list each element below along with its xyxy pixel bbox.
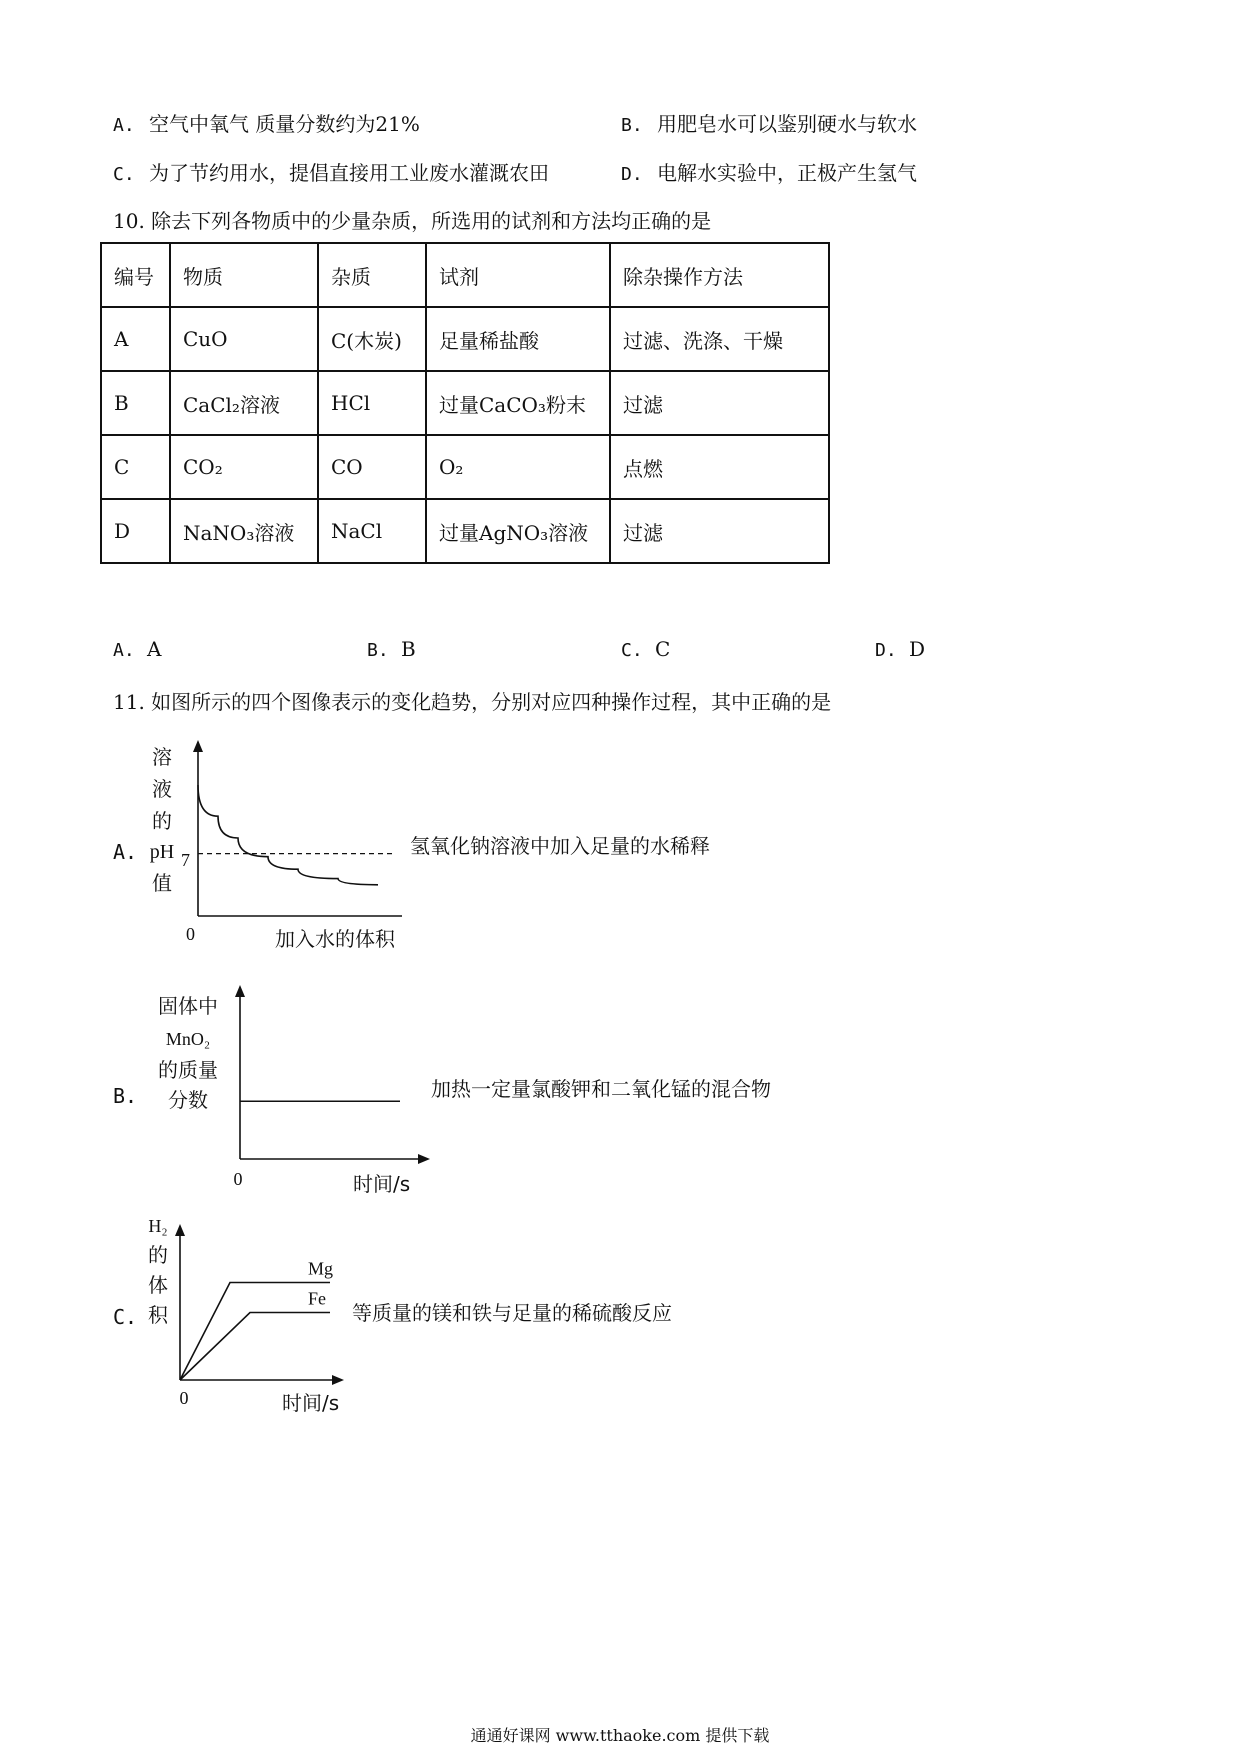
chart-c-y-arrow (175, 1224, 185, 1236)
chart-a-ylabel-line: 溶 (152, 745, 172, 769)
chart-c-ylabel-line: H₂ (148, 1216, 168, 1236)
chart-c-origin: 0 (179, 1388, 189, 1408)
chart-b-ylabel-line: MnO₂ (165, 1029, 211, 1049)
q10-table (100, 242, 830, 564)
chart-a-xlabel: 加入水的体积 (275, 927, 395, 951)
q11-option-c-label: C. (113, 1305, 138, 1329)
q9-option-c-letter: C. (113, 164, 135, 185)
q9-option-a (113, 108, 420, 137)
chart-c (140, 1212, 360, 1422)
chart-c-series-fe-line (180, 1313, 330, 1381)
chart-a-origin: 0 (186, 924, 195, 944)
table-cell: 过滤 (610, 371, 829, 435)
q10-option-b (367, 637, 416, 661)
chart-b-origin: 0 (233, 1169, 243, 1189)
table-cell: O₂ (426, 435, 610, 499)
chart-b-ylabel-line: 分数 (168, 1088, 208, 1112)
q9-option-b-text: 用肥皂水可以鉴别硬水与软水 (657, 112, 918, 136)
table-cell: D (101, 499, 170, 563)
table-row (101, 307, 829, 371)
q10-option-c (621, 637, 670, 661)
table-cell: C(木炭) (318, 307, 426, 371)
table-cell: CaCl₂溶液 (170, 371, 318, 435)
q10-option-b-letter: B. (367, 640, 389, 661)
chart-c-x-arrow (332, 1375, 344, 1385)
chart-c-series-label: Fe (308, 1288, 326, 1309)
table-cell: 过量CaCO₃粉末 (426, 371, 610, 435)
table-cell: NaNO₃溶液 (170, 499, 318, 563)
q10-option-b-text: B (401, 637, 416, 661)
q10-option-a (113, 637, 162, 661)
q10-option-a-text: A (147, 637, 162, 661)
q9-option-a-letter: A. (113, 115, 135, 136)
chart-c-ylabel-line: 体 (148, 1273, 168, 1297)
chart-a-ylabel-line: 值 (152, 871, 172, 895)
table-cell: C (101, 435, 170, 499)
q9-option-d (621, 157, 917, 186)
chart-a-ylabel-line: 液 (152, 777, 172, 801)
chart-a-ref-label: 7 (181, 850, 190, 870)
q9-option-d-letter: D. (621, 164, 643, 185)
q9-option-b (621, 108, 917, 137)
q9-option-d-text: 电解水实验中，正极产生氢气 (657, 161, 918, 185)
table-header-cell: 编号 (101, 243, 170, 307)
q10-stem: 10. 除去下列各物质中的少量杂质，所选用的试剂和方法均正确的是 (113, 209, 712, 233)
q10-option-d (875, 637, 925, 661)
q11-option-a-label: A. (113, 840, 138, 864)
table-header-cell: 物质 (170, 243, 318, 307)
chart-b-ylabel (158, 994, 218, 1112)
chart-c-series-label: Mg (308, 1258, 334, 1279)
q9-option-c-text: 为了节约用水，提倡直接用工业废水灌溉农田 (149, 161, 550, 185)
q11-stem: 11. 如图所示的四个图像表示的变化趋势，分别对应四种操作过程，其中正确的是 (113, 690, 832, 714)
q10-option-c-text: C (655, 637, 671, 661)
chart-a-y-arrow (193, 740, 203, 752)
table-cell: HCl (318, 371, 426, 435)
chart-c-xlabel: 时间/s (282, 1391, 340, 1415)
table-cell: 足量稀盐酸 (426, 307, 610, 371)
table-cell: 过量AgNO₃溶液 (426, 499, 610, 563)
q10-option-d-text: D (909, 637, 926, 661)
page-footer: 通通好课网 www.tthaoke.com 提供下载 (470, 1726, 770, 1745)
chart-a (140, 740, 420, 960)
table-header-cell: 杂质 (318, 243, 426, 307)
q10-option-c-letter: C. (621, 640, 643, 661)
q11-option-b-label: B. (113, 1084, 138, 1108)
chart-a-ylabel (150, 745, 174, 895)
chart-b-ylabel-line: 的质量 (158, 1058, 218, 1082)
q11-option-b-desc: 加热一定量氯酸钾和二氧化锰的混合物 (431, 1077, 771, 1101)
chart-a-ylabel-line: 的 (152, 809, 172, 833)
table-cell: B (101, 371, 170, 435)
table-cell: CO₂ (170, 435, 318, 499)
q9-option-c (113, 157, 549, 186)
table-row (101, 435, 829, 499)
chart-a-ylabel-line: pH (149, 841, 175, 863)
chart-c-ylabel (148, 1216, 169, 1327)
table-header-row (101, 243, 829, 307)
q10-option-d-letter: D. (875, 640, 897, 661)
q9-option-b-letter: B. (621, 115, 643, 136)
table-cell: NaCl (318, 499, 426, 563)
chart-b-xlabel: 时间/s (353, 1172, 411, 1196)
q9-option-a-text: 空气中氧气 质量分数约为21% (149, 112, 420, 136)
q11-option-a-desc: 氢氧化钠溶液中加入足量的水稀释 (410, 834, 710, 858)
table-header-cell: 试剂 (426, 243, 610, 307)
table-cell: 过滤 (610, 499, 829, 563)
chart-c-ylabel-line: 的 (148, 1243, 168, 1267)
table-cell: 过滤、洗涤、干燥 (610, 307, 829, 371)
chart-a-series-line (198, 785, 378, 885)
table-cell: A (101, 307, 170, 371)
chart-c-ylabel-line: 积 (148, 1303, 168, 1327)
chart-b (140, 985, 440, 1200)
chart-b-y-arrow (235, 985, 245, 997)
q10-option-a-letter: A. (113, 640, 135, 661)
table-row (101, 371, 829, 435)
table-cell: 点燃 (610, 435, 829, 499)
chart-b-ylabel-line: 固体中 (158, 994, 218, 1018)
q11-option-c-desc: 等质量的镁和铁与足量的稀硫酸反应 (352, 1301, 672, 1325)
table-cell: CuO (170, 307, 318, 371)
table-row (101, 499, 829, 563)
table-cell: CO (318, 435, 426, 499)
table-header-cell: 除杂操作方法 (610, 243, 829, 307)
chart-b-x-arrow (418, 1154, 430, 1164)
